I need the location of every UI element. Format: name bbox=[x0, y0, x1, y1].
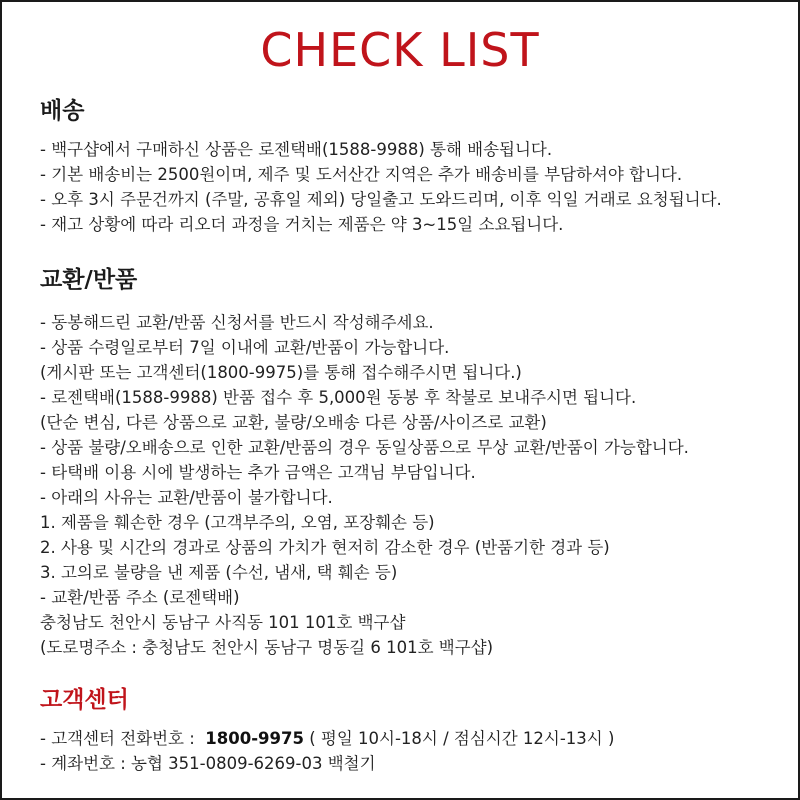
exchange-line: - 상품 불량/오배송으로 인한 교환/반품의 경우 동일상품으로 무상 교환/반품이 가능합니다. bbox=[40, 438, 689, 457]
exchange-line: - 동봉해드린 교환/반품 신청서를 반드시 작성해주세요. bbox=[40, 313, 434, 332]
exchange-line: 1. 제품을 훼손한 경우 (고객부주의, 오염, 포장훼손 등) bbox=[40, 513, 435, 532]
support-account-line: - 계좌번호 : 농협 351-0809-6269-03 백철기 bbox=[40, 754, 376, 773]
support-heading: 고객센터 bbox=[40, 687, 129, 713]
exchange-line: - 타택배 이용 시에 발생하는 추가 금액은 고객님 부담입니다. bbox=[40, 463, 476, 482]
page-title: CHECK LIST bbox=[260, 23, 540, 77]
support-section bbox=[40, 685, 788, 776]
exchange-line: (단순 변심, 다른 상품으로 교환, 불량/오배송 다른 상품/사이즈로 교환) bbox=[40, 413, 547, 432]
exchange-heading: 교환/반품 bbox=[40, 267, 138, 293]
exchange-line: - 교환/반품 주소 (로젠택배) bbox=[40, 588, 240, 607]
delivery-line: - 오후 3시 주문건까지 (주말, 공휴일 제외) 당일출고 도와드리며, 이후 익일 거래로 요청됩니다. bbox=[40, 190, 722, 209]
delivery-section bbox=[40, 96, 788, 237]
exchange-line: - 상품 수령일로부터 7일 이내에 교환/반품이 가능합니다. bbox=[40, 338, 450, 357]
delivery-heading: 배송 bbox=[40, 98, 85, 124]
delivery-line: - 재고 상황에 따라 리오더 과정을 거치는 제품은 약 3~15일 소요됩니다. bbox=[40, 215, 564, 234]
delivery-line: - 기본 배송비는 2500원이며, 제주 및 도서산간 지역은 추가 배송비를 부담하셔야 합니다. bbox=[40, 165, 683, 184]
exchange-line: 2. 사용 및 시간의 경과로 상품의 가치가 현저히 감소한 경우 (반품기한 경과 등) bbox=[40, 538, 610, 557]
exchange-section bbox=[40, 265, 788, 660]
exchange-line: - 아래의 사유는 교환/반품이 불가합니다. bbox=[40, 488, 333, 507]
support-hours: ( 평일 10시-18시 / 점심시간 12시-13시 ) bbox=[309, 729, 615, 748]
exchange-line: 3. 고의로 불량을 낸 제품 (수선, 냄새, 택 훼손 등) bbox=[40, 563, 398, 582]
exchange-line: (게시판 또는 고객센터(1800-9975)를 통해 접수해주시면 됩니다.) bbox=[40, 363, 522, 382]
support-phone-label: - 고객센터 전화번호 : bbox=[40, 729, 195, 748]
exchange-line: (도로명주소 : 충청남도 천안시 동남구 명동길 6 101호 백구샵) bbox=[40, 638, 494, 657]
exchange-line: 충청남도 천안시 동남구 사직동 101 101호 백구샵 bbox=[40, 613, 406, 632]
delivery-line: - 백구샵에서 구매하신 상품은 로젠택배(1588-9988) 통해 배송됩니다. bbox=[40, 140, 553, 159]
support-phone-number: 1800-9975 bbox=[205, 729, 304, 748]
exchange-line: - 로젠택배(1588-9988) 반품 접수 후 5,000원 동봉 후 착불로 보내주시면 됩니다. bbox=[40, 388, 637, 407]
support-phone-line bbox=[40, 726, 788, 751]
